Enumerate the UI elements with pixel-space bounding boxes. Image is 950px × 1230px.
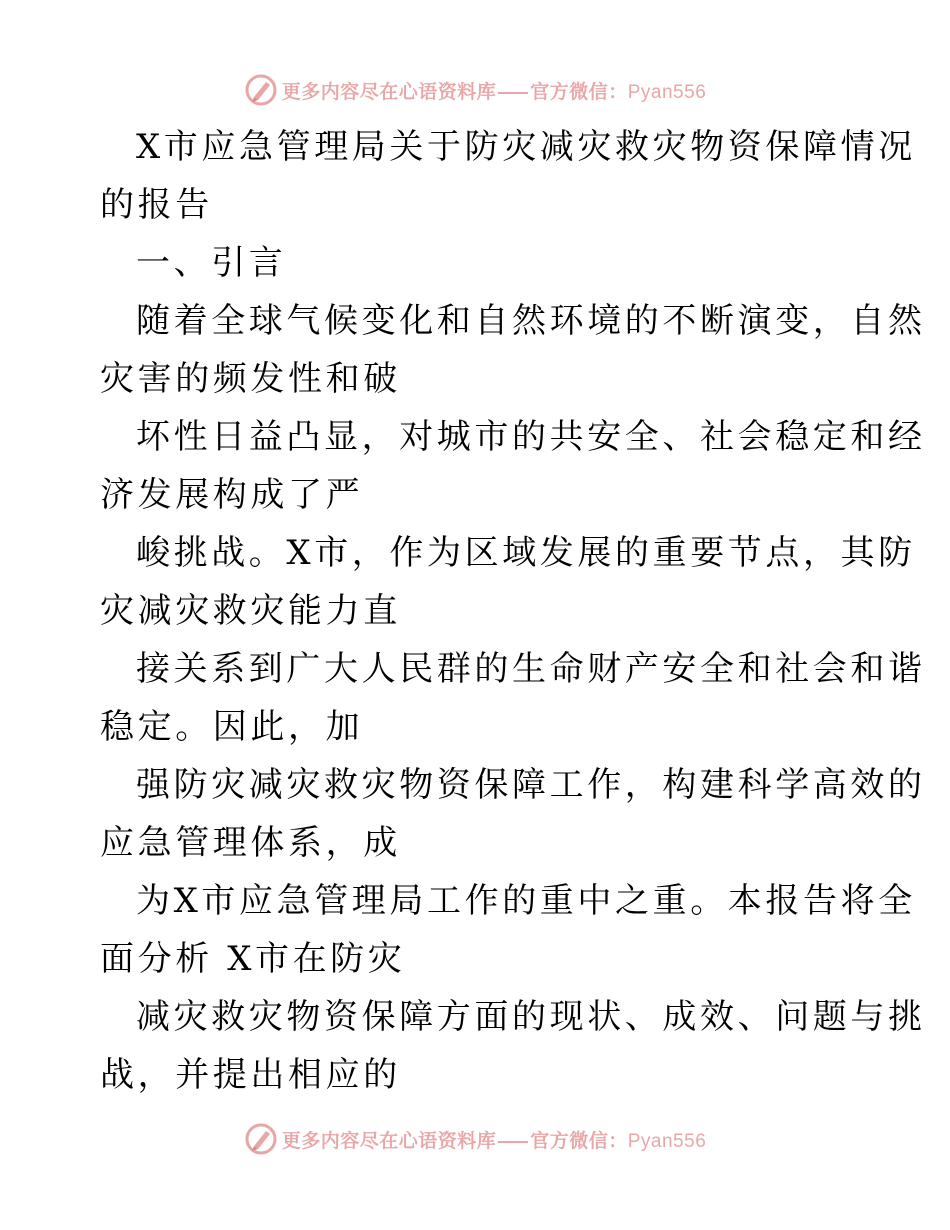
text-line: 济发展构成了严 — [100, 475, 364, 515]
text-line: 峻挑战。X市，作为区域发展的重要节点，其防 — [136, 533, 916, 573]
watermark-text: 更多内容尽在心语资料库 官方微信：Pyan556 — [281, 80, 707, 103]
watermark-text: 更多内容尽在心语资料库 官方微信：Pyan556 — [281, 1129, 707, 1152]
text-line: 为X市应急管理局工作的重中之重。本报告将全 — [136, 881, 916, 921]
text-line: 战，并提出相应的 — [100, 1055, 401, 1095]
text-line: 坏性日益凸显，对城市的共安全、社会稳定和经 — [136, 417, 926, 457]
text-line: 接关系到广大人民群的生命财产安全和社会和谐 — [136, 649, 926, 689]
text-line: 灾害的频发性和破 — [100, 359, 401, 399]
text-line: 强防灾减灾救灾物资保障工作，构建科学高效的 — [136, 765, 926, 805]
footer-watermark — [0, 1119, 950, 1159]
text-line: 随着全球气候变化和自然环境的不断演变，自然 — [136, 301, 926, 341]
pen-logo-icon — [244, 73, 278, 107]
text-line: X市应急管理局关于防灾减灾救灾物资保障情况 — [136, 127, 916, 167]
pen-logo-icon — [244, 1122, 278, 1156]
text-line: 减灾救灾物资保障方面的现状、成效、问题与挑 — [136, 997, 926, 1037]
text-line: 灾减灾救灾能力直 — [100, 591, 401, 631]
text-line: 的报告 — [100, 185, 213, 225]
text-line: 应急管理体系，成 — [100, 823, 401, 863]
text-line: 一、引言 — [136, 243, 287, 283]
text-line: 稳定。因此，加 — [100, 707, 364, 747]
header-watermark — [0, 70, 950, 110]
document-body — [100, 118, 926, 1104]
text-line: 面分析 X市在防灾 — [100, 939, 406, 979]
